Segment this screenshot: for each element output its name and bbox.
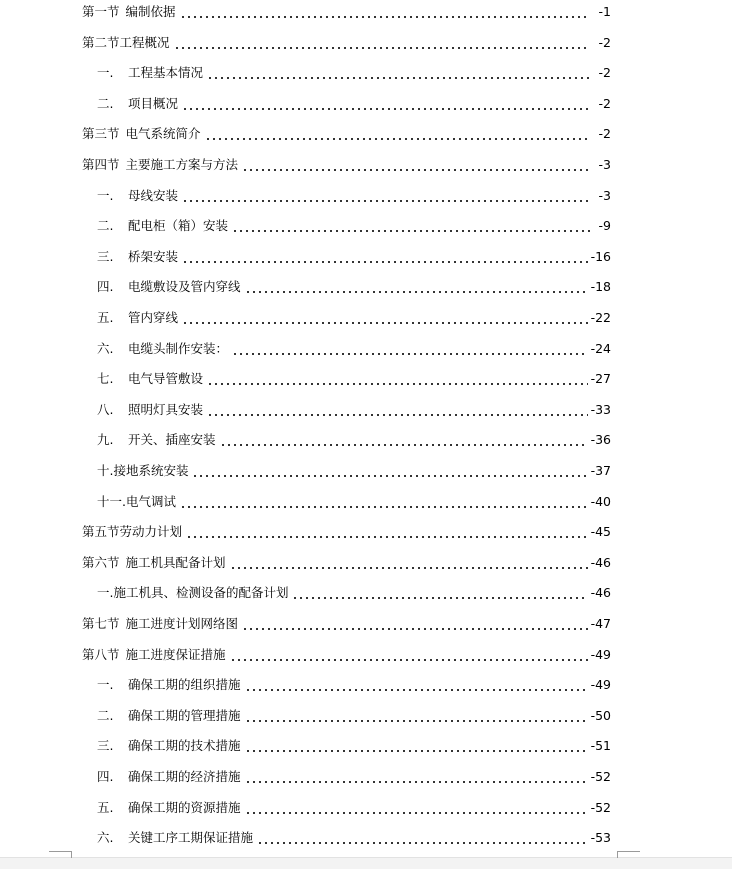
dot-leader bbox=[257, 828, 588, 848]
toc-entry[interactable] bbox=[97, 583, 611, 603]
toc-entry-title: 确保工期的技术措施 bbox=[128, 738, 241, 753]
dot-leader bbox=[207, 63, 590, 83]
dot-leader bbox=[207, 369, 588, 389]
toc-entry[interactable] bbox=[97, 798, 611, 818]
dot-leader bbox=[182, 94, 590, 114]
toc-entry-number: 第六节 bbox=[82, 555, 120, 570]
dot-leader bbox=[245, 767, 588, 787]
dot-leader bbox=[220, 430, 588, 450]
dot-leader bbox=[242, 614, 588, 634]
dot-leader bbox=[174, 33, 590, 53]
toc-entry-page-number: -50 bbox=[590, 708, 611, 723]
toc-entry-title: 桥架安装 bbox=[128, 249, 179, 264]
toc-entry-number: 六. bbox=[97, 341, 114, 356]
toc-entry-page-number: -3 bbox=[598, 157, 611, 172]
toc-entry[interactable] bbox=[82, 155, 611, 175]
dot-leader bbox=[180, 2, 590, 22]
toc-entry-page-number: -33 bbox=[590, 402, 611, 417]
toc-entry-title: 确保工期的组织措施 bbox=[128, 677, 241, 692]
toc-entry[interactable] bbox=[97, 706, 611, 726]
toc-entry[interactable] bbox=[82, 124, 611, 144]
toc-entry-title: 十.接地系统安装 bbox=[97, 463, 189, 478]
toc-entry-number: 八. bbox=[97, 402, 114, 417]
toc-entry-page-number: -2 bbox=[598, 35, 611, 50]
toc-entry-page-number: -22 bbox=[590, 310, 611, 325]
toc-entry-title: 确保工期的资源措施 bbox=[128, 800, 241, 815]
toc-entry-title: 电气系统简介 bbox=[125, 126, 201, 141]
toc-entry-number: 一. bbox=[97, 188, 114, 203]
dot-leader bbox=[242, 155, 590, 175]
toc-entry[interactable] bbox=[97, 308, 611, 328]
page-corner-mark-right bbox=[617, 851, 640, 858]
toc-entry-page-number: -45 bbox=[590, 524, 611, 539]
toc-entry-page-number: -36 bbox=[590, 432, 611, 447]
toc-entry[interactable] bbox=[97, 400, 611, 420]
toc-entry[interactable] bbox=[97, 492, 611, 512]
toc-entry-page-number: -24 bbox=[590, 341, 611, 356]
dot-leader bbox=[245, 736, 588, 756]
toc-entry-page-number: -18 bbox=[590, 279, 611, 294]
toc-entry-number: 二. bbox=[97, 96, 114, 111]
toc-entry-page-number: -9 bbox=[598, 218, 611, 233]
toc-entry[interactable] bbox=[97, 767, 611, 787]
toc-entry-page-number: -47 bbox=[590, 616, 611, 631]
toc-entry-page-number: -2 bbox=[598, 126, 611, 141]
toc-entry-number: 第一节 bbox=[82, 4, 120, 19]
toc-entry-title: 关键工序工期保证措施 bbox=[128, 830, 254, 845]
toc-entry-title: 电缆头制作安装： bbox=[128, 341, 229, 356]
toc-entry-title: 电缆敷设及管内穿线 bbox=[128, 279, 241, 294]
toc-entry-number: 第三节 bbox=[82, 126, 120, 141]
toc-entry[interactable] bbox=[82, 645, 611, 665]
toc-entry[interactable] bbox=[82, 614, 611, 634]
toc-entry-title: 工程基本情况 bbox=[128, 65, 204, 80]
toc-entry-number: 四. bbox=[97, 279, 114, 294]
toc-entry[interactable] bbox=[97, 369, 611, 389]
toc-entry-number: 一. bbox=[97, 65, 114, 80]
toc-entry-number: 第八节 bbox=[82, 647, 120, 662]
toc-entry-page-number: -53 bbox=[590, 830, 611, 845]
toc-entry-page-number: -40 bbox=[590, 494, 611, 509]
dot-leader bbox=[230, 645, 588, 665]
toc-entry-page-number: -16 bbox=[590, 249, 611, 264]
toc-entry[interactable] bbox=[82, 33, 611, 53]
dot-leader bbox=[182, 308, 588, 328]
toc-entry[interactable] bbox=[82, 2, 611, 22]
dot-leader bbox=[182, 247, 588, 267]
toc-entry-title: 确保工期的经济措施 bbox=[128, 769, 241, 784]
toc-entry[interactable] bbox=[82, 522, 611, 542]
toc-entry-page-number: -2 bbox=[598, 65, 611, 80]
toc-entry[interactable] bbox=[97, 675, 611, 695]
toc-entry[interactable] bbox=[97, 736, 611, 756]
toc-entry[interactable] bbox=[97, 186, 611, 206]
toc-entry-number: 四. bbox=[97, 769, 114, 784]
page-corner-mark-left bbox=[49, 851, 72, 858]
dot-leader bbox=[232, 339, 588, 359]
dot-leader bbox=[245, 706, 588, 726]
toc-entry-number: 二. bbox=[97, 708, 114, 723]
dot-leader bbox=[245, 798, 588, 818]
dot-leader bbox=[207, 400, 588, 420]
dot-leader bbox=[186, 522, 588, 542]
toc-entry-page-number: -3 bbox=[598, 188, 611, 203]
toc-entry-page-number: -37 bbox=[590, 463, 611, 478]
toc-entry[interactable] bbox=[97, 828, 611, 848]
toc-entry-number: 三. bbox=[97, 249, 114, 264]
dot-leader bbox=[182, 186, 590, 206]
dot-leader bbox=[180, 492, 588, 512]
toc-entry-title: 十一.电气调试 bbox=[97, 494, 176, 509]
toc-entry-number: 一. bbox=[97, 677, 114, 692]
page-bottom-edge bbox=[0, 857, 732, 869]
toc-entry-page-number: -51 bbox=[590, 738, 611, 753]
toc-entry[interactable] bbox=[97, 247, 611, 267]
toc-entry-page-number: -46 bbox=[590, 585, 611, 600]
dot-leader bbox=[245, 675, 588, 695]
toc-entry-page-number: -27 bbox=[590, 371, 611, 386]
toc-entry-title: 电气导管敷设 bbox=[128, 371, 204, 386]
toc-entry[interactable] bbox=[97, 94, 611, 114]
toc-entry-number: 第四节 bbox=[82, 157, 120, 172]
dot-leader bbox=[230, 553, 588, 573]
toc-entry-number: 二. bbox=[97, 218, 114, 233]
toc-entry-title: 开关、插座安装 bbox=[128, 432, 216, 447]
toc-entry-title: 编制依据 bbox=[125, 4, 176, 19]
dot-leader bbox=[232, 216, 590, 236]
toc-entry-title: 第五节劳动力计划 bbox=[82, 524, 183, 539]
toc-entry-title: 配电柜（箱）安装 bbox=[128, 218, 229, 233]
toc-entry-title: 母线安装 bbox=[128, 188, 179, 203]
toc-entry-title: 管内穿线 bbox=[128, 310, 179, 325]
dot-leader bbox=[192, 461, 587, 481]
toc-entry-title: 项目概况 bbox=[128, 96, 179, 111]
toc-entry-page-number: -1 bbox=[598, 4, 611, 19]
toc-entry-title: 施工进度保证措施 bbox=[125, 647, 226, 662]
toc-entry[interactable] bbox=[97, 63, 611, 83]
toc-entry[interactable] bbox=[97, 430, 611, 450]
toc-entry-number: 六. bbox=[97, 830, 114, 845]
toc-entry-page-number: -52 bbox=[590, 800, 611, 815]
toc-entry[interactable] bbox=[97, 216, 611, 236]
toc-entry-number: 第七节 bbox=[82, 616, 120, 631]
toc-entry-page-number: -2 bbox=[598, 96, 611, 111]
toc-entry-title: 照明灯具安装 bbox=[128, 402, 204, 417]
toc-entry[interactable] bbox=[97, 339, 611, 359]
dot-leader bbox=[245, 277, 588, 297]
toc-entry[interactable] bbox=[82, 553, 611, 573]
toc-entry-title: 施工进度计划网络图 bbox=[125, 616, 239, 631]
toc-entry-title: 确保工期的管理措施 bbox=[128, 708, 241, 723]
toc-entry-title: 一.施工机具、检测设备的配备计划 bbox=[97, 585, 289, 600]
dot-leader bbox=[205, 124, 590, 144]
toc-entry[interactable] bbox=[97, 461, 611, 481]
dot-leader bbox=[292, 583, 587, 603]
toc-entry[interactable] bbox=[97, 277, 611, 297]
toc-entry-page-number: -52 bbox=[590, 769, 611, 784]
toc-entry-number: 三. bbox=[97, 738, 114, 753]
toc-entry-title: 施工机具配备计划 bbox=[125, 555, 226, 570]
toc-entry-title: 第二节工程概况 bbox=[82, 35, 170, 50]
toc-entry-page-number: -49 bbox=[590, 677, 611, 692]
toc-entry-number: 五. bbox=[97, 310, 114, 325]
toc-entry-page-number: -46 bbox=[590, 555, 611, 570]
toc-entry-title: 主要施工方案与方法 bbox=[125, 157, 239, 172]
toc-entry-number: 九. bbox=[97, 432, 114, 447]
toc-entry-number: 七. bbox=[97, 371, 114, 386]
toc-entry-page-number: -49 bbox=[590, 647, 611, 662]
toc-entry-number: 五. bbox=[97, 800, 114, 815]
